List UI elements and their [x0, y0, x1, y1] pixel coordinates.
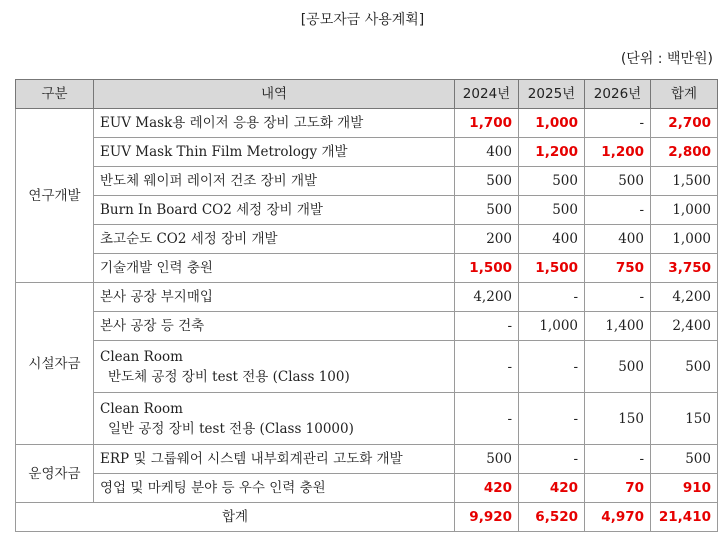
- table-row: [16, 474, 718, 503]
- header-2026: 2026년: [585, 80, 651, 109]
- row-2024: 500: [455, 167, 519, 196]
- row-2025: 400: [519, 225, 585, 254]
- row-2024: -: [455, 393, 519, 445]
- table-header-row: [16, 80, 718, 109]
- row-2026: 150: [585, 393, 651, 445]
- total-row: [16, 503, 718, 532]
- row-2024: 500: [455, 196, 519, 225]
- row-2025: 1,500: [519, 254, 585, 283]
- row-item: Clean Room: [100, 348, 183, 365]
- row-item: 기술개발 인력 충원: [94, 254, 455, 283]
- total-2025: 6,520: [519, 503, 585, 532]
- row-2024: 1,700: [455, 109, 519, 138]
- category-facility: 시설자금: [16, 283, 94, 445]
- row-2026: 70: [585, 474, 651, 503]
- row-2025: 1,000: [519, 109, 585, 138]
- row-2025: 1,000: [519, 312, 585, 341]
- row-total: 500: [651, 445, 718, 474]
- row-2024: 1,500: [455, 254, 519, 283]
- row-2024: 400: [455, 138, 519, 167]
- row-2024: 200: [455, 225, 519, 254]
- row-2026: -: [585, 196, 651, 225]
- table-row: [16, 341, 718, 393]
- row-2025: -: [519, 445, 585, 474]
- row-total: 1,500: [651, 167, 718, 196]
- row-total: 2,700: [651, 109, 718, 138]
- total-label: 합계: [16, 503, 455, 532]
- header-category: 구분: [16, 80, 94, 109]
- row-item: Burn In Board CO2 세정 장비 개발: [94, 196, 455, 225]
- row-2026: 500: [585, 341, 651, 393]
- row-2024: 500: [455, 445, 519, 474]
- category-rnd: 연구개발: [16, 109, 94, 283]
- row-2026: 400: [585, 225, 651, 254]
- row-2025: -: [519, 393, 585, 445]
- row-item-multiline: [94, 393, 455, 445]
- row-item: 본사 공장 부지매입: [94, 283, 455, 312]
- row-2025: 420: [519, 474, 585, 503]
- fund-usage-table: [15, 79, 718, 532]
- table-row: [16, 283, 718, 312]
- row-2024: 4,200: [455, 283, 519, 312]
- table-row: [16, 312, 718, 341]
- row-2024: -: [455, 312, 519, 341]
- table-row: [16, 225, 718, 254]
- row-2025: 500: [519, 196, 585, 225]
- row-item: ERP 및 그룹웨어 시스템 내부회계관리 고도화 개발: [94, 445, 455, 474]
- header-total: 합계: [651, 80, 718, 109]
- row-total: 2,400: [651, 312, 718, 341]
- row-item: Clean Room: [100, 400, 183, 417]
- row-2025: 500: [519, 167, 585, 196]
- total-total: 21,410: [651, 503, 718, 532]
- row-2025: 1,200: [519, 138, 585, 167]
- row-2026: 750: [585, 254, 651, 283]
- row-item: EUV Mask Thin Film Metrology 개발: [94, 138, 455, 167]
- row-item-sub: 반도체 공정 장비 test 전용 (Class 100): [108, 368, 350, 385]
- category-operating: 운영자금: [16, 445, 94, 503]
- row-total: 3,750: [651, 254, 718, 283]
- row-total: 4,200: [651, 283, 718, 312]
- row-item-multiline: [94, 341, 455, 393]
- total-2024: 9,920: [455, 503, 519, 532]
- row-item: 초고순도 CO2 세정 장비 개발: [94, 225, 455, 254]
- row-item-sub: 일반 공정 장비 test 전용 (Class 10000): [108, 420, 354, 437]
- unit-label: (단위 : 백만원): [620, 51, 713, 67]
- total-2026: 4,970: [585, 503, 651, 532]
- row-total: 500: [651, 341, 718, 393]
- page-title: [공모자금 사용계획]: [300, 12, 425, 28]
- row-2026: -: [585, 109, 651, 138]
- header-item: 내역: [94, 80, 455, 109]
- table-row: [16, 109, 718, 138]
- row-2026: 500: [585, 167, 651, 196]
- row-2026: 1,400: [585, 312, 651, 341]
- table-row: [16, 393, 718, 445]
- row-item: 본사 공장 등 건축: [94, 312, 455, 341]
- header-2024: 2024년: [455, 80, 519, 109]
- row-2026: 1,200: [585, 138, 651, 167]
- header-2025: 2025년: [519, 80, 585, 109]
- row-2026: -: [585, 283, 651, 312]
- table-row: [16, 445, 718, 474]
- row-2026: -: [585, 445, 651, 474]
- table-row: [16, 167, 718, 196]
- row-item: 반도체 웨이퍼 레이저 건조 장비 개발: [94, 167, 455, 196]
- table-row: [16, 138, 718, 167]
- row-item: 영업 및 마케팅 분야 등 우수 인력 충원: [94, 474, 455, 503]
- row-total: 150: [651, 393, 718, 445]
- row-2024: -: [455, 341, 519, 393]
- row-total: 1,000: [651, 196, 718, 225]
- table-row: [16, 196, 718, 225]
- row-2024: 420: [455, 474, 519, 503]
- row-total: 1,000: [651, 225, 718, 254]
- row-total: 910: [651, 474, 718, 503]
- row-2025: -: [519, 283, 585, 312]
- table-row: [16, 254, 718, 283]
- row-item: EUV Mask용 레이저 응용 장비 고도화 개발: [94, 109, 455, 138]
- row-2025: -: [519, 341, 585, 393]
- row-total: 2,800: [651, 138, 718, 167]
